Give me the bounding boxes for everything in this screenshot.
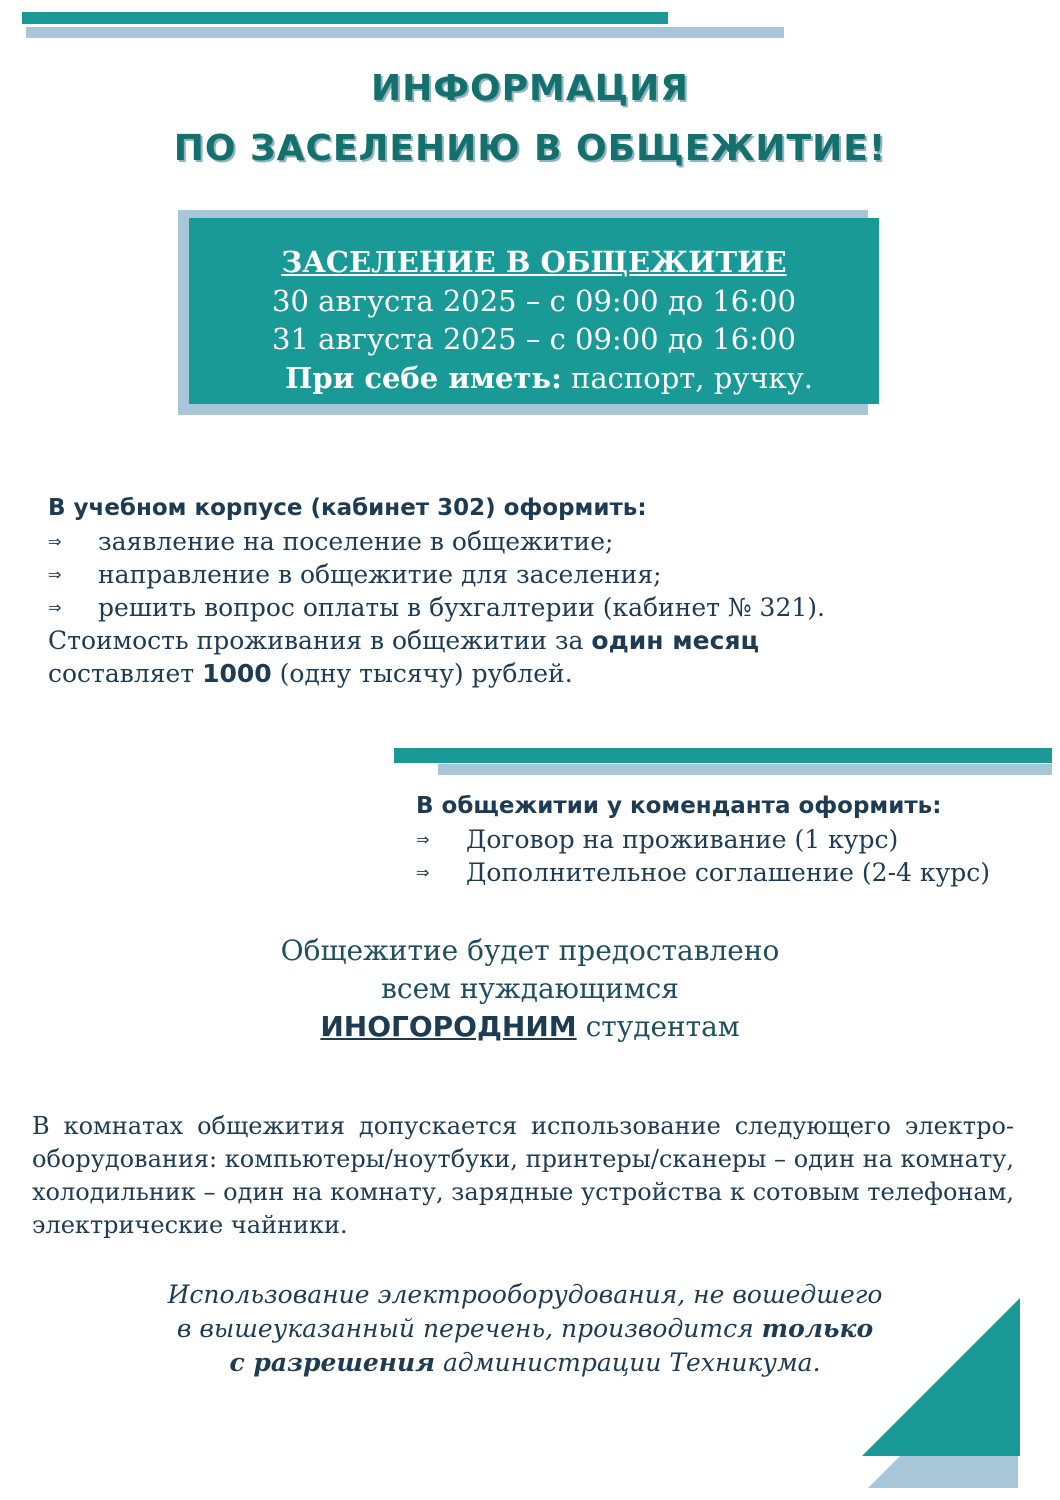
notice-suffix: студентам: [585, 1010, 740, 1043]
bring-items: паспорт, ручку.: [571, 361, 813, 395]
restriction-line-2-prefix: в вышеуказанный перечень, производится: [176, 1314, 754, 1343]
equipment-paragraph: В комнатах общежития допускается использование следующего электро-оборудования: компьютеры/ноутбуки, принтеры/сканеры – один на комнату, холодильник – один на комнату, зарядные устройства к сотовым телефонам, электрические чайники.: [32, 1112, 1014, 1239]
list-item: [48, 558, 948, 591]
list-item: [48, 591, 948, 624]
academic-building-section: [48, 492, 948, 690]
restriction-line-3: [60, 1346, 990, 1380]
notice-line-3: [0, 1008, 1060, 1046]
settlement-heading: ЗАСЕЛЕНИЕ В ОБЩЕЖИТИЕ: [281, 245, 787, 279]
restriction-line-3-suffix: администрации Техникума.: [443, 1348, 821, 1377]
settlement-date-2: 31 августа 2025 – с 09:00 до 16:00: [272, 322, 796, 356]
decorative-bar-top-blue: [26, 27, 784, 38]
restriction-only: только: [761, 1314, 874, 1343]
restriction-permission: с разрешения: [229, 1348, 436, 1377]
notice-line-1: Общежитие будет предоставлено: [280, 934, 780, 967]
notice-emphasis: ИНОГОРОДНИМ: [320, 1010, 577, 1043]
notice-line-2: всем нуждающимся: [381, 972, 679, 1005]
bring-line: [189, 358, 879, 398]
cost-line-2: [48, 657, 948, 690]
cost-prefix: Стоимость проживания в общежитии за: [48, 626, 584, 655]
bring-label: При себе иметь:: [285, 361, 562, 395]
list-item: [48, 525, 948, 558]
list-item-text: Дополнительное соглашение (2-4 курс): [466, 858, 990, 887]
page-title-line1: ИНФОРМАЦИЯ: [371, 68, 689, 109]
academic-building-heading: В учебном корпусе (кабинет 302) оформить:: [48, 495, 647, 521]
dormitory-section: [416, 790, 1056, 889]
page-title-line2: ПО ЗАСЕЛЕНИЮ В ОБЩЕЖИТИЕ!: [173, 128, 887, 169]
arrow-icon: ⇒: [48, 598, 62, 617]
arrow-icon: ⇒: [48, 565, 62, 584]
list-item: [416, 823, 1056, 856]
cost-line-1: [48, 624, 948, 657]
arrow-icon: ⇒: [48, 532, 62, 551]
decorative-bar-mid-blue: [438, 764, 1052, 775]
list-item-text: решить вопрос оплаты в бухгалтерии (кабинет № 321).: [98, 593, 825, 622]
settlement-box: [189, 218, 879, 404]
list-item: [416, 856, 1056, 889]
settlement-date-1: 30 августа 2025 – с 09:00 до 16:00: [272, 284, 796, 318]
restriction-note: [60, 1278, 990, 1380]
restriction-line-2: [60, 1312, 990, 1346]
arrow-icon: ⇒: [416, 830, 430, 849]
cost-middle: составляет: [48, 659, 195, 688]
arrow-icon: ⇒: [416, 863, 430, 882]
dormitory-heading: В общежитии у коменданта оформить:: [416, 793, 942, 819]
restriction-line-1: Использование электрооборудования, не вошедшего: [167, 1280, 883, 1309]
cost-suffix: (одну тысячу) рублей.: [279, 659, 573, 688]
cost-amount: 1000: [202, 659, 272, 688]
list-item-text: направление в общежитие для заселения;: [98, 560, 662, 589]
cost-period: один месяц: [591, 626, 760, 655]
list-item-text: Договор на проживание (1 курс): [466, 825, 899, 854]
list-item-text: заявление на поселение в общежитие;: [98, 527, 614, 556]
decorative-bar-top-teal: [22, 12, 668, 24]
decorative-bar-mid-teal: [394, 748, 1052, 763]
decorative-triangle-teal: [862, 1298, 1020, 1456]
notice-block: [0, 932, 1060, 1046]
